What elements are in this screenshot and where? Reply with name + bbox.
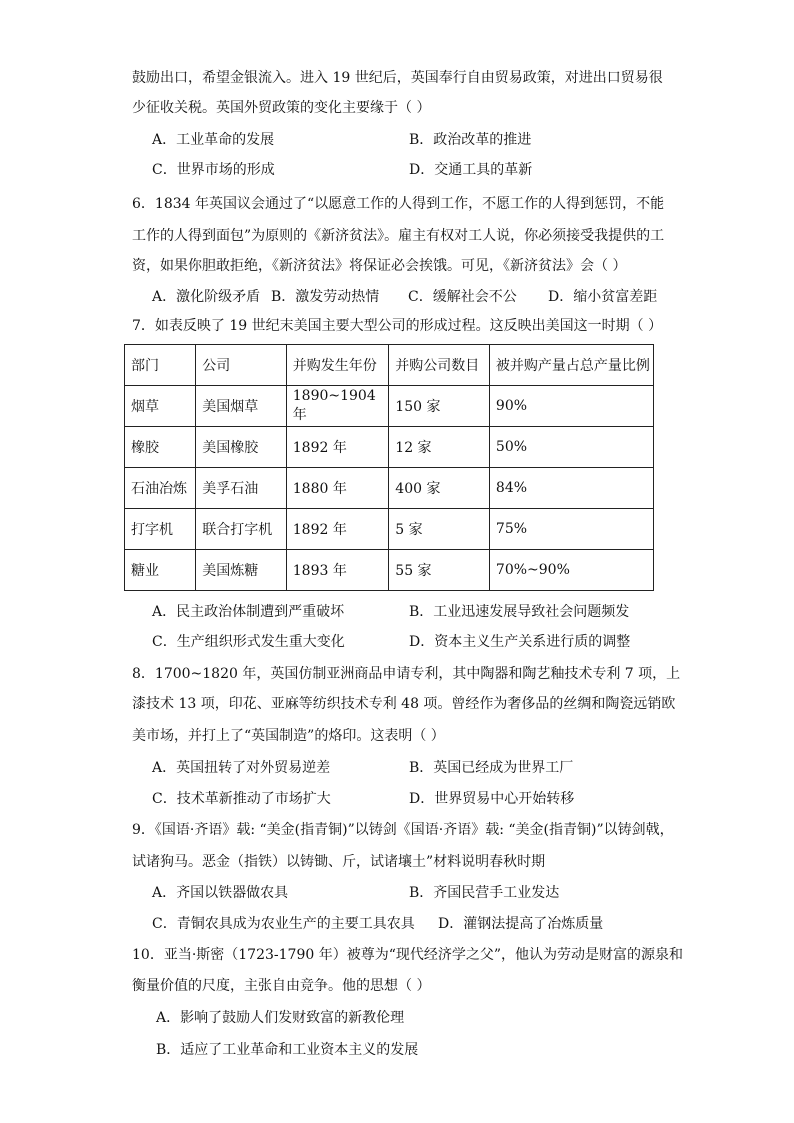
table-row xyxy=(125,427,654,468)
q10-option-b: B．适应了工业革命和工业资本主义的发展 xyxy=(156,1042,419,1058)
table-cell: 糖业 xyxy=(125,550,196,591)
table-cell: 打字机 xyxy=(125,509,196,550)
table-cell: 1893 年 xyxy=(286,550,389,591)
q6-stem-line2: 工作的人得到面包”为原则的《新济贫法》。雇主有权对工人说，你必须接受我提供的工 xyxy=(132,228,665,244)
q8-stem-line1: 8．1700~1820 年，英国仿制亚洲商品申请专利，其中陶器和陶艺釉技术专利 7 项，上 xyxy=(132,666,681,682)
table-row xyxy=(125,509,654,550)
table-cell: 5 家 xyxy=(389,509,490,550)
table-cell: 联合打字机 xyxy=(196,509,287,550)
q8-option-b: B．英国已经成为世界工厂 xyxy=(409,760,574,776)
q8-stem-line2: 漆技术 13 项，印花、亚麻等纺织技术专利 48 项。曾经作为奢侈品的丝绸和陶瓷远销欧 xyxy=(132,696,676,712)
q5-option-a: A．工业革命的发展 xyxy=(152,132,275,148)
q5-option-d: D．交通工具的革新 xyxy=(409,162,533,178)
q7-stem: 7．如表反映了 19 世纪末美国主要大型公司的形成过程。这反映出美国这一时期（ ） xyxy=(132,318,663,334)
q7-option-a: A．民主政治体制遭到严重破坏 xyxy=(152,604,345,620)
table-cell: 1880 年 xyxy=(286,468,389,509)
table-cell: 50% xyxy=(489,427,653,468)
table-header-cell: 公司 xyxy=(196,345,287,386)
q10-stem-line1: 10．亚当·斯密（1723-1790 年）被尊为“现代经济学之父”，他认为劳动是财富的源泉和 xyxy=(132,947,684,963)
table-cell: 橡胶 xyxy=(125,427,196,468)
table-row xyxy=(125,468,654,509)
q6-stem-line1: 6．1834 年英国议会通过了“以愿意工作的人得到工作，不愿工作的人得到惩罚，不能 xyxy=(132,196,665,212)
table-cell: 1892 年 xyxy=(286,509,389,550)
q8-option-c: C．技术革新推动了市场扩大 xyxy=(152,791,331,807)
q9-option-d: D．灌钢法提高了冶炼质量 xyxy=(438,916,604,932)
q9-option-b: B．齐国民营手工业发达 xyxy=(409,885,560,901)
table-cell: 55 家 xyxy=(389,550,490,591)
q5-option-b: B．政治改革的推进 xyxy=(409,132,532,148)
table-header-row xyxy=(125,345,654,386)
table-row xyxy=(125,386,654,427)
table-header-cell: 并购公司数目 xyxy=(389,345,490,386)
q8-option-a: A．英国扭转了对外贸易逆差 xyxy=(152,760,331,776)
q5-stem-line1: 鼓励出口，希望金银流入。进入 19 世纪后，英国奉行自由贸易政策，对进出口贸易很 xyxy=(132,70,663,86)
q9-option-a: A．齐国以铁器做农具 xyxy=(152,885,289,901)
table-header-cell: 部门 xyxy=(125,345,196,386)
table-header-cell: 被并购产量占总产量比例 xyxy=(489,345,653,386)
q8-stem-line3: 美市场，并打上了“英国制造”的烙印。这表明（ ） xyxy=(132,728,445,744)
table-row xyxy=(125,550,654,591)
q6-option-a: A．激化阶级矛盾 xyxy=(152,289,261,305)
q6-stem-line3: 资，如果你胆敢拒绝，《新济贫法》将保证必会挨饿。可见，《新济贫法》会（ ） xyxy=(132,258,627,274)
table-cell: 90% xyxy=(489,386,653,427)
table-cell: 美国炼糖 xyxy=(196,550,287,591)
q7-table xyxy=(124,344,654,591)
table-cell: 1890~1904 年 xyxy=(286,386,389,427)
table-cell: 石油冶炼 xyxy=(125,468,196,509)
table-cell: 70%~90% xyxy=(489,550,653,591)
q9-stem-line1: 9．《国语·齐语》载: “美金(指青铜)”以铸剑《国语·齐语》载: “美金(指青铜)”以铸剑戟， xyxy=(132,822,674,838)
table-cell: 美国烟草 xyxy=(196,386,287,427)
table-cell: 1892 年 xyxy=(286,427,389,468)
q8-option-d: D．世界贸易中心开始转移 xyxy=(409,791,575,807)
q9-stem-line2: 试诸狗马。恶金（指铁）以铸锄、斤，试诸壤土”材料说明春秋时期 xyxy=(132,854,546,870)
q10-stem-line2: 衡量价值的尺度，主张自由竞争。他的思想（ ） xyxy=(132,978,431,994)
q5-option-c: C．世界市场的形成 xyxy=(152,162,275,178)
q6-option-b: B．激发劳动热情 xyxy=(271,289,380,305)
table-cell: 84% xyxy=(489,468,653,509)
table-cell: 150 家 xyxy=(389,386,490,427)
table-cell: 400 家 xyxy=(389,468,490,509)
table-cell: 美国橡胶 xyxy=(196,427,287,468)
table-header-cell: 并购发生年份 xyxy=(286,345,389,386)
table-cell: 12 家 xyxy=(389,427,490,468)
q10-option-a: A．影响了鼓励人们发财致富的新教伦理 xyxy=(156,1010,405,1026)
table-cell: 烟草 xyxy=(125,386,196,427)
table-cell: 75% xyxy=(489,509,653,550)
q5-stem-line2: 少征收关税。英国外贸政策的变化主要缘于（ ） xyxy=(132,100,431,116)
q6-option-c: C．缓解社会不公 xyxy=(408,289,517,305)
q7-option-c: C．生产组织形式发生重大变化 xyxy=(152,634,345,650)
q7-option-b: B．工业迅速发展导致社会问题频发 xyxy=(409,604,630,620)
q6-option-d: D．缩小贫富差距 xyxy=(548,289,658,305)
q9-option-c: C．青铜农具成为农业生产的主要工具农具 xyxy=(152,916,415,932)
q7-option-d: D．资本主义生产关系进行质的调整 xyxy=(409,634,631,650)
table-cell: 美孚石油 xyxy=(196,468,287,509)
